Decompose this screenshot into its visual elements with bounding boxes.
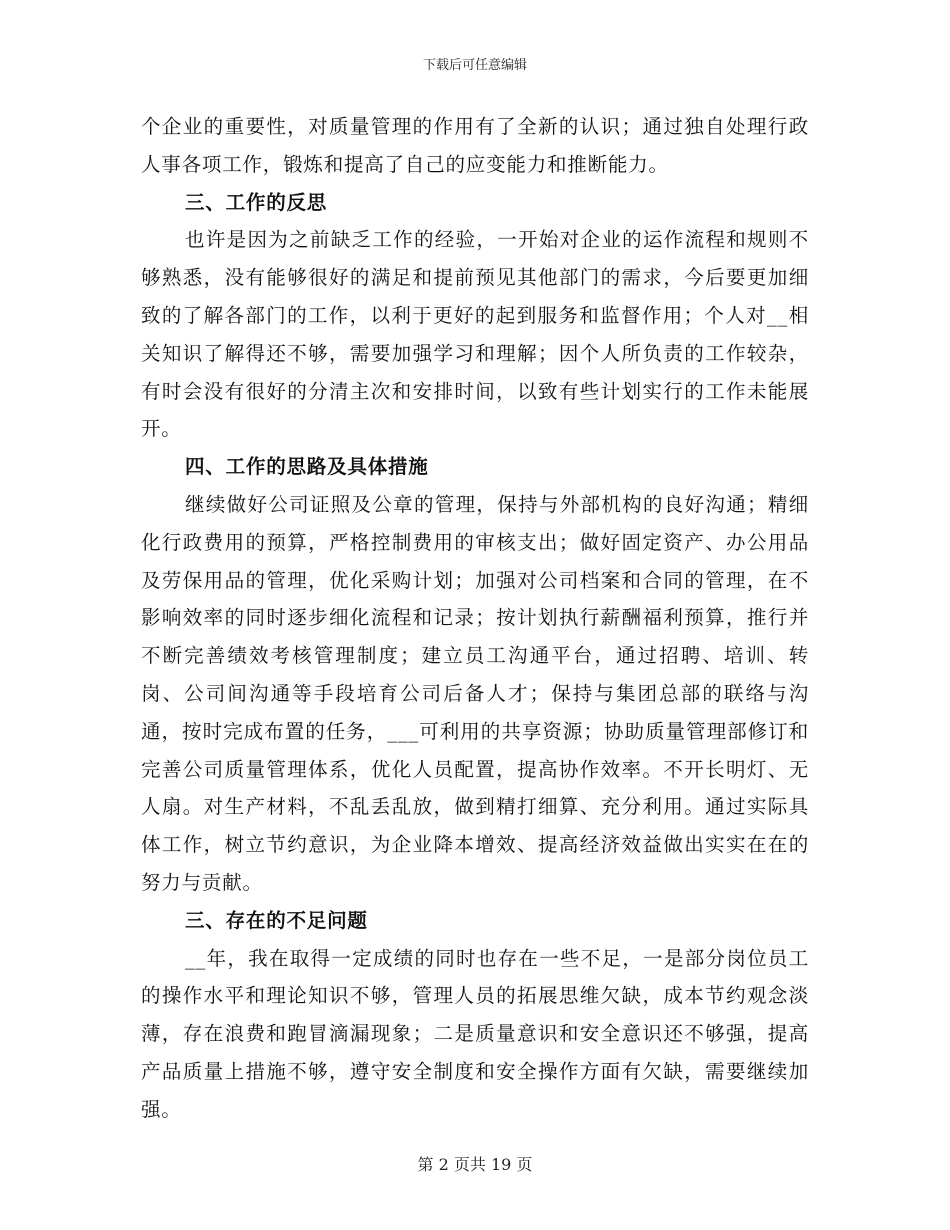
page-header: 下载后可任意编辑 (422, 58, 527, 73)
paragraph-measures: 继续做好公司证照及公章的管理，保持与外部机构的良好沟通；精细化行政费用的预算，严格控制费用的审核支出；做好固定资产、办公用品及劳保用品的管理，优化采购计划；加强对公司档案和合同的管理，在不影响效率的同时逐步细化流程和记录；按计划执行薪酬福利预算，推行并不断完善绩效考核管理制度；建立员工沟通平台，通过招聘、培训、转岗、公司间沟通等手段培育公司后备人才；保持与集团总部的联络与沟通，按时完成布置的任务，___可利用的共享资源；协助质量管理部修订和完善公司质量管理体系，优化人员配置，提高协作效率。不开长明灯、无人扇。对生产材料，不乱丢乱放，做到精打细算、充分利用。通过实际具体工作，树立节约意识，为企业降本增效、提高经济效益做出实实在在的努力与贡献。 (141, 492, 809, 894)
section-heading-problems: 三、存在的不足问题 (185, 908, 368, 932)
paragraph-problems: __年，我在取得一定成绩的同时也存在一些不足，一是部分岗位员工的操作水平和理论知识不够，管理人员的拓展思维欠缺，成本节约观念淡薄，存在浪费和跑冒滴漏现象；二是质量意识和安全意识还不够强，提高产品质量上措施不够，遵守安全制度和安全操作方面有欠缺，需要继续加强。 (141, 946, 809, 1121)
paragraph-continuation: 个企业的重要性，对质量管理的作用有了全新的认识；通过独自处理行政人事各项工作，锻炼和提高了自己的应变能力和推断能力。 (141, 115, 809, 176)
document-body (141, 108, 809, 1129)
page-number: 第 2 页共 19 页 (417, 1155, 533, 1174)
section-heading-reflection: 三、工作的反思 (185, 190, 328, 214)
paragraph-reflection: 也许是因为之前缺乏工作的经验，一开始对企业的运作流程和规则不够熟悉，没有能够很好的满足和提前预见其他部门的需求，今后要更加细致的了解各部门的工作，以利于更好的起到服务和监督作用；个人对__相关知识了解得还不够，需要加强学习和理解；因个人所负责的工作较杂，有时会没有很好的分清主次和安排时间，以致有些计划实行的工作未能展开。 (141, 228, 809, 441)
section-heading-measures: 四、工作的思路及具体措施 (185, 455, 429, 479)
